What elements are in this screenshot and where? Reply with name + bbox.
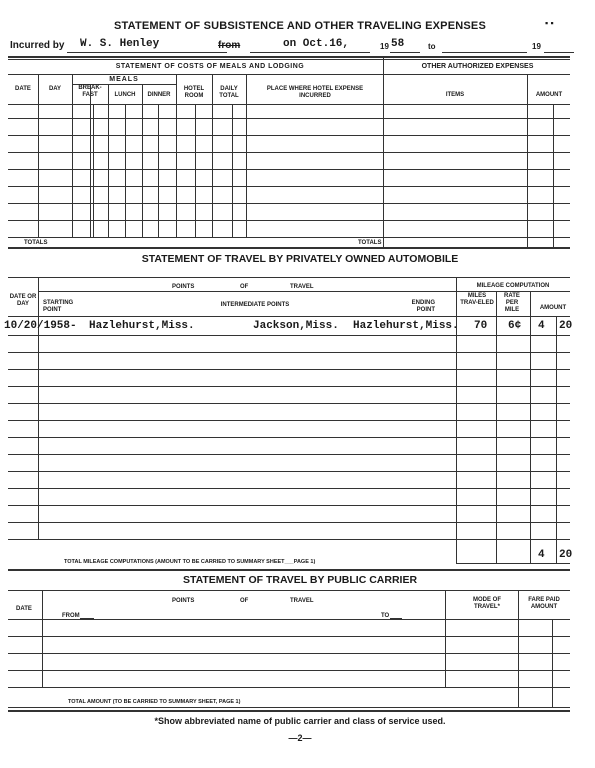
carrier-travel-label: TRAVEL [290, 598, 314, 604]
incurred-by-label: Incurred by [10, 40, 65, 51]
auto-row-rate: 6¢ [508, 320, 522, 332]
carrier-of-label: OF [240, 598, 249, 604]
auto-col-starting: STARTING POINT [43, 300, 74, 313]
col-date: DATE [15, 86, 31, 92]
carrier-section-title: STATEMENT OF TRAVEL BY PUBLIC CARRIER [182, 574, 418, 586]
carrier-col-mode: MODE OF TRAVEL* [473, 597, 501, 610]
col-day: DAY [48, 86, 62, 92]
auto-of-label: OF [240, 284, 249, 290]
carrier-from-underline [80, 612, 94, 619]
col-amount: AMOUNT [535, 92, 563, 98]
corner-mark: ▪ ▪ [545, 18, 554, 28]
auto-col-ending: ENDING POINT [411, 300, 435, 313]
col-dinner: DINNER [147, 92, 171, 98]
auto-row-ending: Hazlehurst,Miss. [353, 320, 459, 332]
carrier-to-label: TO [381, 613, 390, 619]
to-underline [442, 40, 527, 53]
meals-label: MEALS [109, 76, 139, 83]
year-prefix: 19 [380, 42, 389, 51]
other-expenses-title: OTHER AUTHORIZED EXPENSES [421, 63, 534, 70]
carrier-col-date: DATE [16, 606, 32, 612]
col-hotel-room: HOTEL ROOM [183, 86, 205, 99]
year-underline-2 [544, 40, 574, 53]
auto-row-intermediate: Jackson,Miss. [253, 320, 339, 332]
auto-row-dollars: 4 [538, 320, 545, 332]
auto-row-starting: Hazlehurst,Miss. [89, 320, 195, 332]
totals-right-label: TOTALS [358, 240, 382, 246]
carrier-to-underline [390, 612, 402, 619]
carrier-from-label: FROM [62, 613, 80, 619]
meals-section-title: STATEMENT OF COSTS OF MEALS AND LODGING [115, 63, 305, 70]
col-daily-total: DAILY TOTAL [219, 86, 239, 99]
year-value: 58 [391, 38, 405, 50]
col-place: PLACE WHERE HOTEL EXPENSE INCURRED [266, 86, 364, 99]
incurred-by-value: W. S. Henley [80, 38, 160, 50]
auto-row-date: 10/20/1958- [4, 320, 77, 332]
carrier-points-label: POINTS [172, 598, 195, 604]
auto-col-rate: RATE PER MILE [504, 293, 520, 313]
carrier-total-label: TOTAL AMOUNT (TO BE CARRIED TO SUMMARY SHEET, PAGE 1) [68, 699, 241, 705]
auto-total-cents: 20 [559, 549, 573, 561]
auto-row-cents: 20 [559, 320, 573, 332]
col-items: ITEMS [445, 92, 465, 98]
date-value: on Oct.16, [283, 38, 350, 50]
col-lunch: LUNCH [114, 92, 136, 98]
auto-col-date: DATE OR DAY [9, 294, 37, 307]
auto-section-title: STATEMENT OF TRAVEL BY PRIVATELY OWNED AUTOMOBILE [141, 253, 459, 265]
page-number: —2— [288, 733, 312, 743]
auto-col-miles: MILES TRAV-ELED [460, 293, 494, 306]
auto-col-intermediate: INTERMEDIATE POINTS [220, 302, 290, 308]
to-label: to [428, 42, 436, 51]
auto-travel-label: TRAVEL [290, 284, 314, 290]
carrier-col-fare: FARE PAID AMOUNT [528, 597, 560, 610]
year-underline [390, 40, 420, 53]
auto-total-label: TOTAL MILEAGE COMPUTATIONS (AMOUNT TO BE CARRIED TO SUMMARY SHEET___PAGE 1) [64, 559, 316, 565]
from-label: from [218, 40, 241, 51]
form-title: STATEMENT OF SUBSISTENCE AND OTHER TRAVELING EXPENSES [114, 20, 486, 32]
year-prefix-2: 19 [532, 42, 541, 51]
auto-row-miles: 70 [474, 320, 488, 332]
mileage-label: MILEAGE COMPUTATION [476, 283, 550, 289]
auto-points-label: POINTS [172, 284, 195, 290]
footnote: *Show abbreviated name of public carrier and class of service used. [154, 716, 446, 726]
col-breakfast: BREAK-FAST [78, 85, 102, 98]
auto-total-dollars: 4 [538, 549, 545, 561]
totals-left-label: TOTALS [24, 240, 48, 246]
auto-col-amount: AMOUNT [539, 305, 567, 311]
